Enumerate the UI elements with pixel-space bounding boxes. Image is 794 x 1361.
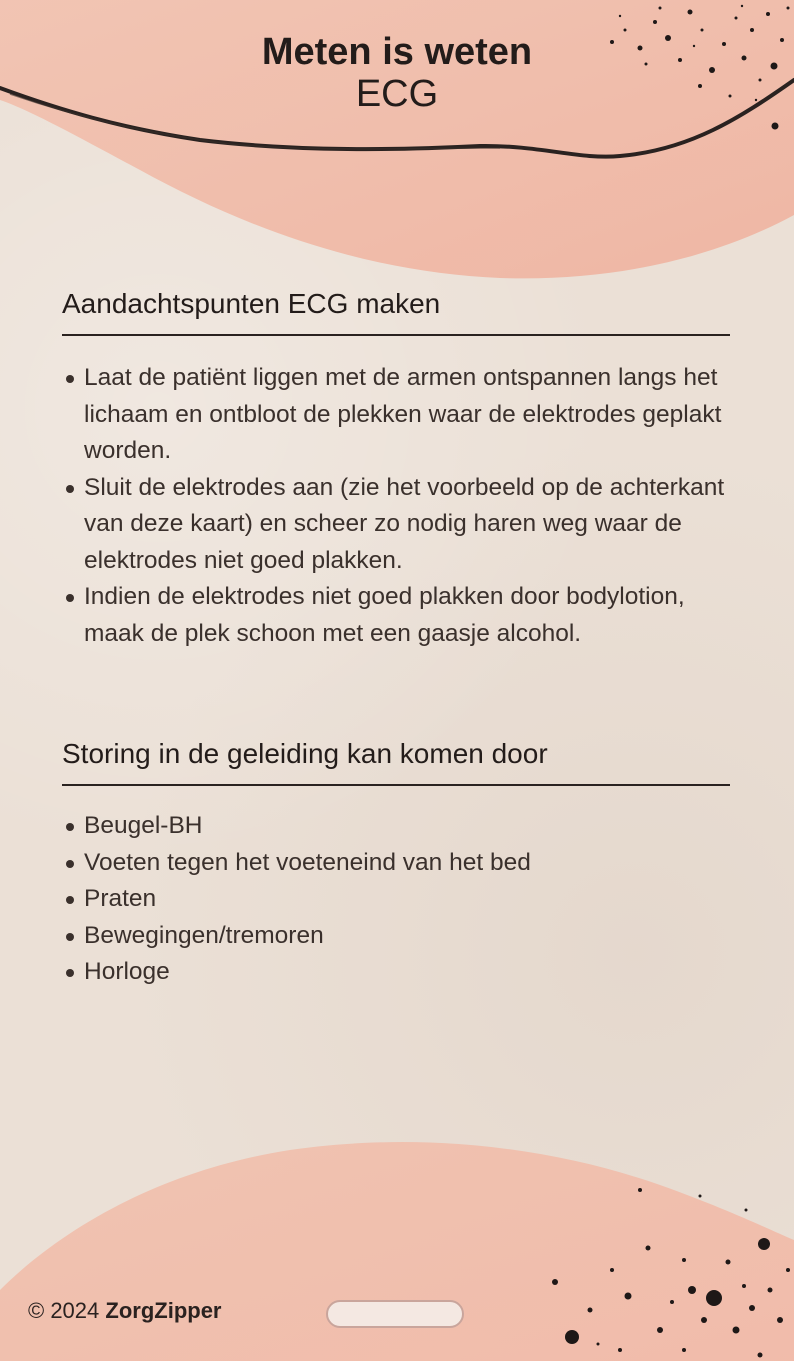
list-item: Sluit de elektrodes aan (zie het voorbeeld op de achterkant van deze kaart) en scheer zo nodig haren weg waar de elektrodes niet goed plakken. [62,470,730,580]
section-heading: Storing in de geleiding kan komen door [62,738,730,786]
list-item: Bewegingen/tremoren [62,918,730,955]
list-item: Voeten tegen het voeteneind van het bed [62,845,730,882]
list-item: Horloge [62,954,730,991]
bullet-list [62,808,730,991]
bullet-list [62,360,730,652]
footer-copyright [28,1298,222,1324]
copyright-text: © 2024 [28,1298,100,1323]
home-indicator-bar[interactable] [326,1300,464,1328]
bottom-peach-blob [0,1142,794,1361]
brand-name: ZorgZipper [105,1298,222,1323]
page-title: Meten is weten [261,31,533,73]
page-header [0,30,794,114]
section-aandachtspunten [62,288,730,652]
page-subtitle: ECG [355,73,439,115]
section-storing [62,738,730,991]
section-heading: Aandachtspunten ECG maken [62,288,730,336]
list-item: Indien de elektrodes niet goed plakken door bodylotion, maak de plek schoon met een gaasje alcohol. [62,579,730,652]
list-item: Praten [62,881,730,918]
list-item: Beugel-BH [62,808,730,845]
list-item: Laat de patiënt liggen met de armen ontspannen langs het lichaam en ontbloot de plekken waar de elektrodes geplakt worden. [62,360,730,470]
